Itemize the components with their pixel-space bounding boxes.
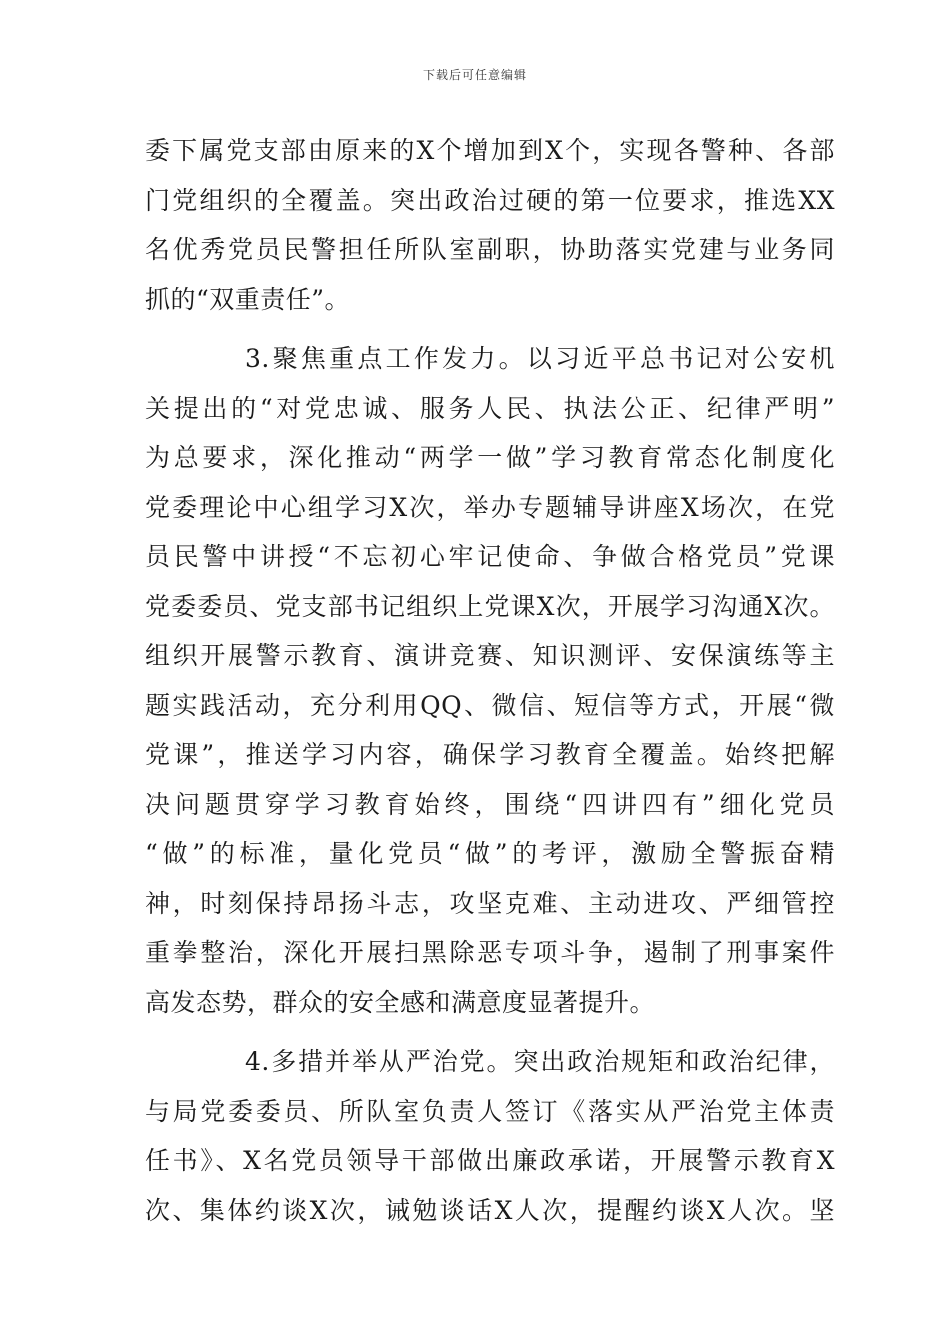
- text-line: 题实践活动，充分利用QQ、微信、短信等方式，开展“微: [145, 690, 835, 720]
- text-line: 委下属党支部由原来的X个增加到X个，实现各警种、各部: [145, 136, 835, 165]
- text-line: 高发态势，群众的安全感和满意度显著提升。: [145, 987, 656, 1017]
- text-line: 为总要求，深化推动“两学一做”学习教育常态化制度化: [145, 443, 835, 472]
- text-line: “做”的标准，量化党员“做”的考评，激励全警振奋精: [145, 839, 835, 868]
- text-line: 党委委员、党支部书记组织上党课X次，开展学习沟通X次。: [145, 591, 835, 621]
- text-line: 组织开展警示教育、演讲竞赛、知识测评、安保演练等主: [145, 641, 835, 670]
- text-line: 员民警中讲授“不忘初心牢记使命、争做合格党员”党课: [145, 542, 835, 571]
- paragraph-heading-line: 4.多措并举从严治党。突出政治规矩和政治纪律，: [245, 1047, 835, 1076]
- paragraph-heading-line: 3.聚焦重点工作发力。以习近平总书记对公安机: [245, 344, 835, 373]
- text-line: 关提出的“对党忠诚、服务人民、执法公正、纪律严明”: [145, 393, 835, 423]
- text-line: 门党组织的全覆盖。突出政治过硬的第一位要求，推选XX: [145, 185, 835, 215]
- text-line: 党课”，推送学习内容，确保学习教育全覆盖。始终把解: [145, 740, 835, 769]
- text-line: 与局党委委员、所队室负责人签订《落实从严治党主体责: [145, 1096, 835, 1126]
- text-line: 党委理论中心组学习X次，举办专题辅导讲座X场次，在党: [145, 492, 835, 522]
- text-line: 次、集体约谈X次，诫勉谈话X人次，提醒约谈X人次。坚: [145, 1195, 835, 1225]
- document-body: [145, 126, 835, 1235]
- page-header: 下载后可任意编辑: [422, 68, 527, 82]
- text-line: 决问题贯穿学习教育始终，围绕“四讲四有”细化党员: [145, 789, 835, 819]
- paragraph-2: [145, 334, 835, 1027]
- paragraph-3: [145, 1037, 835, 1235]
- text-line: 抓的“双重责任”。: [145, 284, 351, 314]
- paragraph-1: [145, 126, 835, 324]
- text-line: 重拳整治，深化开展扫黑除恶专项斗争，遏制了刑事案件: [145, 938, 835, 967]
- text-line: 任书》、X名党员领导干部做出廉政承诺，开展警示教育X: [145, 1146, 835, 1175]
- text-line: 名优秀党员民警担任所队室副职，协助落实党建与业务同: [145, 235, 835, 264]
- text-line: 神，时刻保持昂扬斗志，攻坚克难、主动进攻、严细管控: [145, 888, 835, 918]
